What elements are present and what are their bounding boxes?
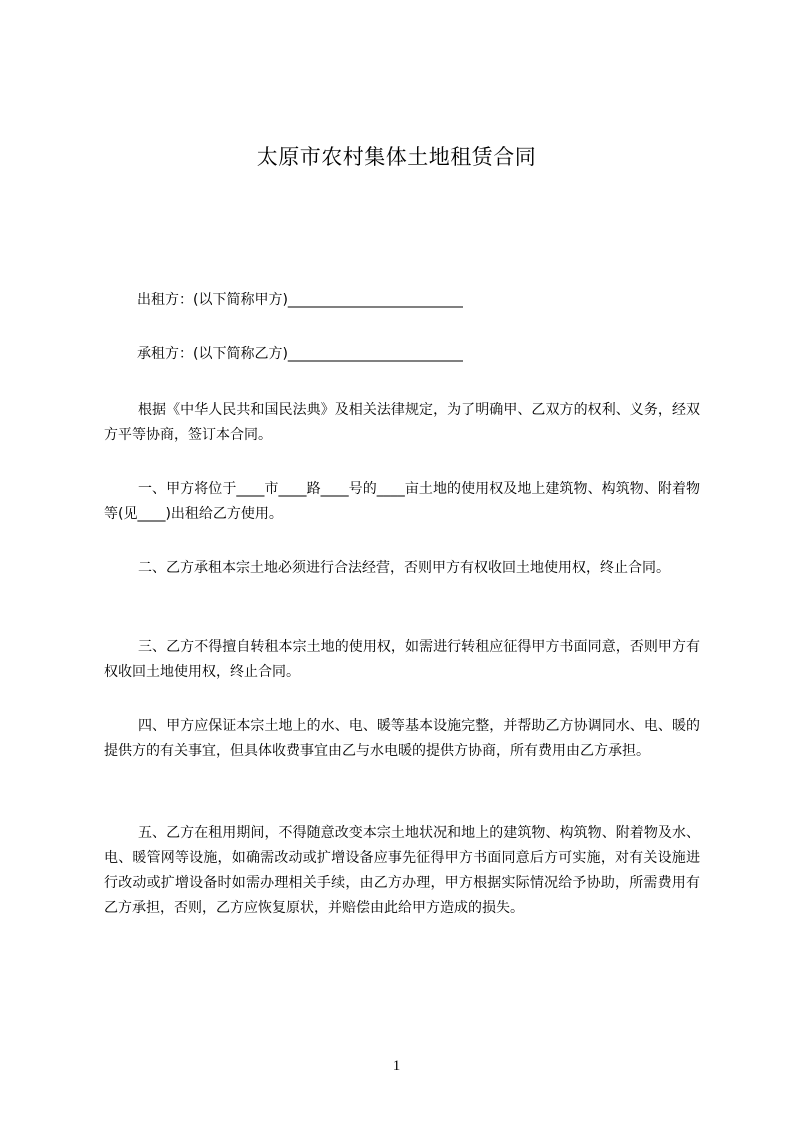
clause-3-paragraph: 三、乙方不得擅自转租本宗土地的使用权，如需进行转租应征得甲方书面同意，否则甲方有权收回土地使用权，终止合同。 xyxy=(104,639,700,680)
document-title: 太原市农村集体土地租赁合同 xyxy=(256,145,537,169)
clause-4-paragraph: 四、甲方应保证本宗土地上的水、电、暖等基本设施完整，并帮助乙方协调同水、电、暖的提供方的有关事宜，但具体收费事宜由乙与水电暖的提供方协商，所有费用由乙方承担。 xyxy=(104,718,700,759)
page-number: 1 xyxy=(392,1058,401,1074)
clause-1-paragraph: 一、甲方将位于____市____路____号的____亩土地的使用权及地上建筑物、构筑物、附着物等(见____)出租给乙方使用。 xyxy=(104,481,700,522)
lessee-line: 承租方：(以下简称乙方)_________________________ xyxy=(137,346,463,362)
lessor-line: 出租方：(以下简称甲方)_________________________ xyxy=(137,292,463,308)
clause-2-paragraph: 二、乙方承租本宗土地必须进行合法经营，否则甲方有权收回土地使用权，终止合同。 xyxy=(138,560,670,576)
preamble-paragraph: 根据《中华人民共和国民法典》及相关法律规定，为了明确甲、乙双方的权利、义务，经双方平等协商，签订本合同。 xyxy=(104,402,700,443)
clause-5-paragraph: 五、乙方在租用期间，不得随意改变本宗土地状况和地上的建筑物、构筑物、附着物及水、电、暖管网等设施，如确需改动或扩增设备应事先征得甲方书面同意后方可实施，对有关设施进行改动或扩增设备时如需办理相关手续，由乙方办理，甲方根据实际情况给予协助，所需费用有乙方承担，否则，乙方应恢复原状，并赔偿由此给甲方造成的损失。 xyxy=(104,825,700,916)
